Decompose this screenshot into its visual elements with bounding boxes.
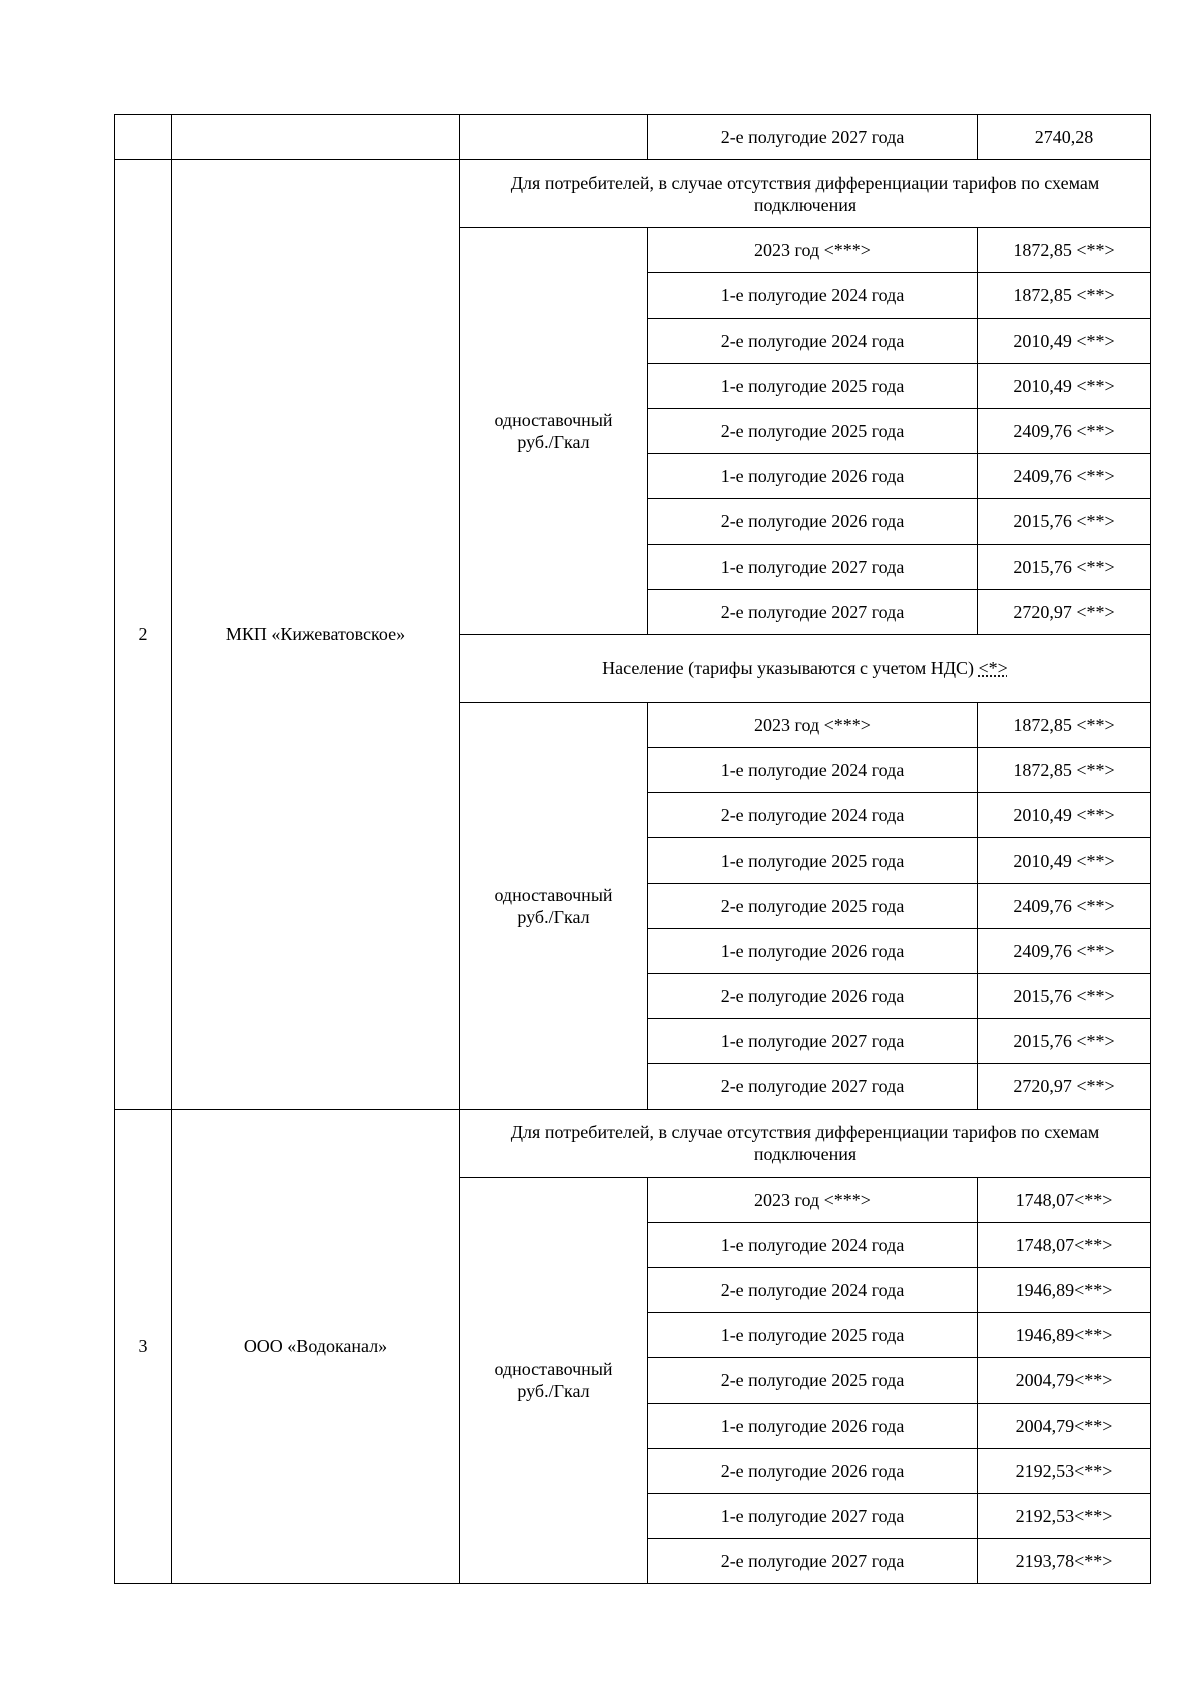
period-cell: 2-е полугодие 2025 года [648,1358,978,1403]
value-cell: 2004,79<**> [978,1403,1151,1448]
org-cell [172,115,460,160]
table-row [115,115,1151,160]
tariff-table-body [115,115,1151,1584]
value-cell: 1872,85 <**> [978,748,1151,793]
section-header-text: Население (тарифы указываются с учетом НДС) [602,658,979,679]
value-cell: 1748,07<**> [978,1177,1151,1222]
period-cell: 1-е полугодие 2024 года [648,1222,978,1267]
tariff-table [114,114,1151,1584]
period-cell: 1-е полугодие 2027 года [648,1493,978,1538]
value-cell: 2010,49 <**> [978,363,1151,408]
period-cell: 1-е полугодие 2026 года [648,454,978,499]
value-cell: 2010,49 <**> [978,318,1151,363]
period-cell: 1-е полугодие 2024 года [648,273,978,318]
tariff-type: одноставочный руб./Гкал [460,702,648,1109]
value-cell: 2409,76 <**> [978,928,1151,973]
period-cell: 2-е полугодие 2027 года [648,1064,978,1109]
period-cell: 2023 год <***> [648,1177,978,1222]
period-cell: 1-е полугодие 2027 года [648,1019,978,1064]
row-number: 3 [115,1109,172,1584]
period-cell: 1-е полугодие 2026 года [648,1403,978,1448]
value-cell: 2192,53<**> [978,1493,1151,1538]
period-cell: 2-е полугодие 2026 года [648,974,978,1019]
period-cell: 2-е полугодие 2024 года [648,793,978,838]
period-cell: 1-е полугодие 2027 года [648,544,978,589]
period-cell: 2-е полугодие 2025 года [648,883,978,928]
type-cell [460,115,648,160]
value-cell: 1872,85 <**> [978,702,1151,747]
value-cell: 1872,85 <**> [978,228,1151,273]
section-header-row [115,160,1151,228]
section-header-text: Для потребителей, в случае отсутствия дифференциации тарифов по схемам подключения [510,172,1100,215]
period-cell: 2-е полугодие 2024 года [648,318,978,363]
period-cell: 2023 год <***> [648,702,978,747]
period-cell: 1-е полугодие 2025 года [648,363,978,408]
period-cell: 2-е полугодие 2024 года [648,1267,978,1312]
value-cell: 2015,76 <**> [978,499,1151,544]
value-cell: 2720,97 <**> [978,1064,1151,1109]
footnote-link[interactable]: <*> [978,658,1008,679]
section-header-text: Для потребителей, в случае отсутствия дифференциации тарифов по схемам подключения [510,1122,1100,1165]
section-header [460,160,1151,228]
value-cell: 2409,76 <**> [978,408,1151,453]
value-cell: 2409,76 <**> [978,883,1151,928]
value-cell: 2015,76 <**> [978,974,1151,1019]
period-cell: 2-е полугодие 2027 года [648,1539,978,1584]
value-cell: 1946,89<**> [978,1313,1151,1358]
value-cell: 2409,76 <**> [978,454,1151,499]
section-header [460,1109,1151,1177]
value-cell: 2015,76 <**> [978,1019,1151,1064]
num-cell [115,115,172,160]
period-cell: 1-е полугодие 2025 года [648,838,978,883]
organization-name: МКП «Кижеватовское» [172,160,460,1109]
period-cell: 2-е полугодие 2027 года [648,589,978,634]
value-cell: 2193,78<**> [978,1539,1151,1584]
value-cell: 2720,97 <**> [978,589,1151,634]
period-cell: 2023 год <***> [648,228,978,273]
section-header [460,634,1151,702]
tariff-type: одноставочный руб./Гкал [460,1177,648,1584]
value-cell: 2192,53<**> [978,1448,1151,1493]
period-cell: 2-е полугодие 2026 года [648,1448,978,1493]
row-number: 2 [115,160,172,1109]
value-cell: 2010,49 <**> [978,793,1151,838]
tariff-type: одноставочный руб./Гкал [460,228,648,635]
period-cell: 1-е полугодие 2025 года [648,1313,978,1358]
value-cell: 2010,49 <**> [978,838,1151,883]
value-cell: 1748,07<**> [978,1222,1151,1267]
value-cell: 2740,28 [978,115,1151,160]
period-cell: 2-е полугодие 2025 года [648,408,978,453]
value-cell: 2004,79<**> [978,1358,1151,1403]
period-cell: 1-е полугодие 2024 года [648,748,978,793]
period-cell: 2-е полугодие 2026 года [648,499,978,544]
section-header-row [115,1109,1151,1177]
period-cell: 2-е полугодие 2027 года [648,115,978,160]
organization-name: ООО «Водоканал» [172,1109,460,1584]
value-cell: 2015,76 <**> [978,544,1151,589]
value-cell: 1946,89<**> [978,1267,1151,1312]
value-cell: 1872,85 <**> [978,273,1151,318]
period-cell: 1-е полугодие 2026 года [648,928,978,973]
